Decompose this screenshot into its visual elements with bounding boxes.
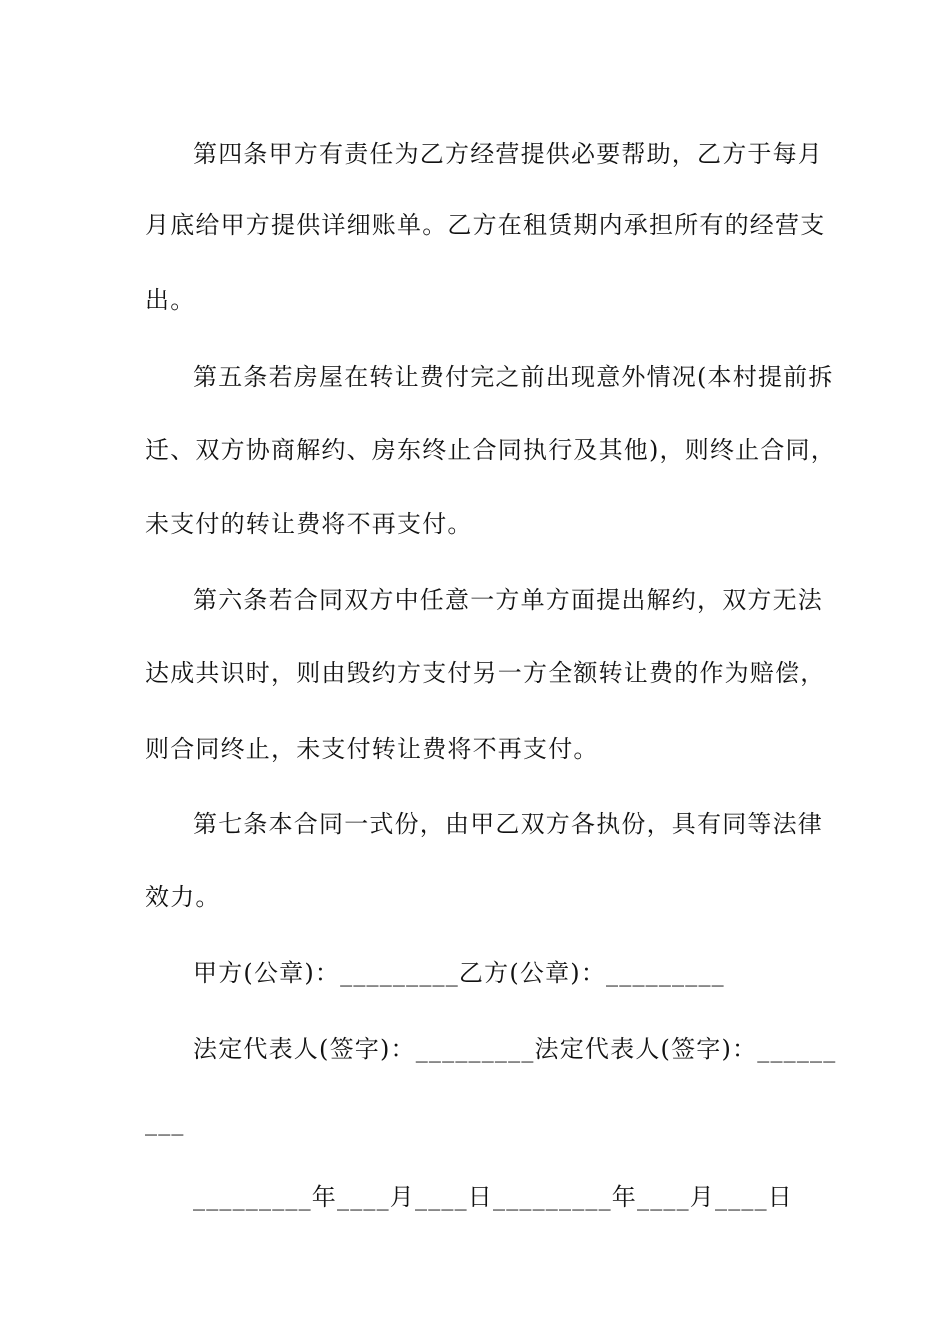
- article-6-line-2: 达成共识时，则由毁约方支付另一方全额转让费的作为赔偿，: [145, 659, 826, 687]
- article-4-line-2: 月底给甲方提供详细账单。乙方在租赁期内承担所有的经营支: [145, 211, 826, 239]
- representative-signature-line-cont: ___: [145, 1108, 185, 1136]
- article-5-line-2: 迁、双方协商解约、房东终止合同执行及其他)，则终止合同，: [145, 436, 836, 464]
- article-7-line-2: 效力。: [145, 883, 221, 911]
- article-4-line-1: 第四条甲方有责任为乙方经营提供必要帮助，乙方于每月: [193, 140, 823, 168]
- article-5-line-1: 第五条若房屋在转让费付完之前出现意外情况(本村提前拆: [193, 363, 834, 391]
- seal-signature-line: 甲方(公章)：_________乙方(公章)：_________: [193, 959, 725, 987]
- article-4-line-3: 出。: [145, 286, 196, 314]
- date-line: _________年____月____日_________年____月____日: [193, 1183, 793, 1211]
- representative-signature-line: 法定代表人(签字)：_________法定代表人(签字)：______: [193, 1035, 837, 1063]
- article-7-line-1: 第七条本合同一式份，由甲乙双方各执份，具有同等法律: [193, 810, 823, 838]
- article-6-line-1: 第六条若合同双方中任意一方单方面提出解约，双方无法: [193, 586, 823, 614]
- article-6-line-3: 则合同终止，未支付转让费将不再支付。: [145, 735, 599, 763]
- article-5-line-3: 未支付的转让费将不再支付。: [145, 510, 473, 538]
